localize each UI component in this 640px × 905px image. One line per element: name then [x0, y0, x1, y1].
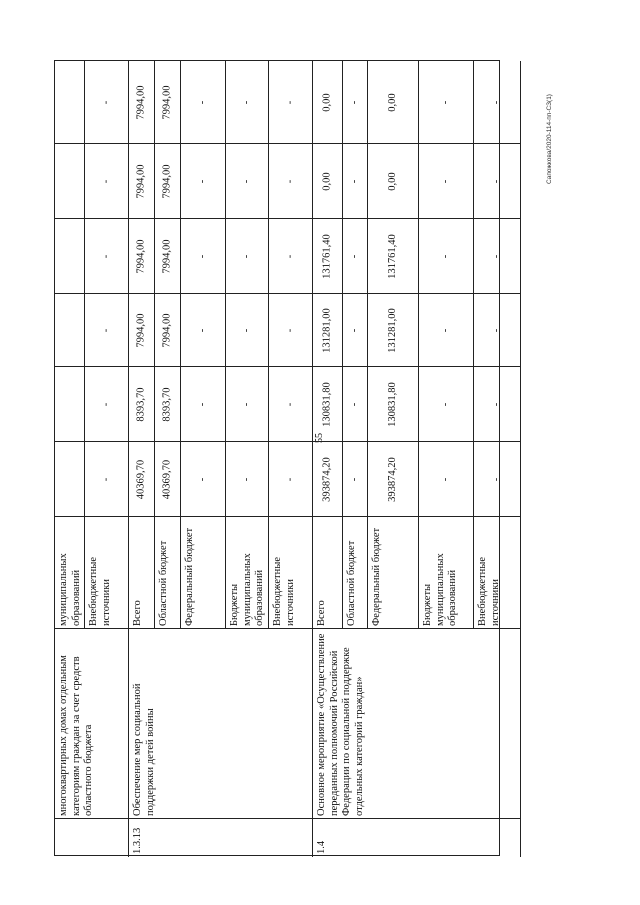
- budget-value: -: [440, 100, 451, 105]
- value-cell: [368, 367, 419, 442]
- budget-value: -: [349, 477, 360, 482]
- value-cell: [343, 219, 368, 294]
- value-cell: [155, 367, 181, 442]
- budget-value: 131761,40: [321, 234, 333, 279]
- value-cell: [129, 61, 155, 144]
- budget-value: 0,00: [321, 93, 333, 112]
- value-cell: [129, 144, 155, 219]
- measure-name-cell: [313, 629, 521, 819]
- value-cell: [343, 294, 368, 367]
- budget-value: -: [284, 100, 296, 105]
- value-cell: [85, 367, 129, 442]
- measure-code: 1.3.13: [132, 827, 143, 854]
- value-cell: [368, 61, 419, 144]
- measure-name-cell: [55, 629, 129, 819]
- budget-value: -: [440, 179, 451, 184]
- value-cell: [181, 442, 226, 517]
- budget-value: -: [241, 179, 252, 184]
- budget-value: 40369,70: [135, 459, 147, 500]
- budget-value: -: [241, 328, 252, 333]
- value-cell: [269, 61, 313, 144]
- budget-value: 0,00: [387, 93, 398, 112]
- funding-source: Внебюджетные источники: [477, 557, 501, 626]
- value-cell: [55, 219, 85, 294]
- budget-value: -: [491, 254, 502, 259]
- value-cell: [343, 144, 368, 219]
- value-cell: [419, 442, 474, 517]
- funding-source-cell: [226, 517, 269, 629]
- funding-source: Бюджеты муниципальных образований: [422, 553, 458, 626]
- budget-value: 131281,00: [387, 308, 398, 353]
- budget-value: 131761,40: [387, 234, 398, 279]
- funding-source: Областной бюджет: [346, 540, 357, 626]
- measure-name: Основное мероприятие «Осуществление переданных полномочий Российской Федерации по социальной поддержке отдельных категорий граждан»: [316, 633, 365, 816]
- value-cell: [269, 294, 313, 367]
- funding-source: муниципальных образований: [58, 553, 82, 626]
- budget-value: -: [491, 100, 502, 105]
- value-cell: [474, 294, 521, 367]
- budget-value: -: [241, 254, 252, 259]
- value-cell: [313, 219, 343, 294]
- value-cell: [129, 367, 155, 442]
- budget-value: -: [349, 402, 360, 407]
- value-cell: [419, 367, 474, 442]
- budget-value: -: [197, 328, 208, 333]
- value-cell: [343, 61, 368, 144]
- budget-value: 393874,20: [387, 457, 398, 502]
- value-cell: [85, 294, 129, 367]
- budget-value: -: [241, 402, 252, 407]
- budget-value: -: [440, 402, 451, 407]
- budget-value: -: [491, 328, 502, 333]
- value-cell: [368, 294, 419, 367]
- budget-value: 131281,00: [321, 308, 333, 353]
- value-cell: [85, 61, 129, 144]
- budget-value: -: [197, 254, 208, 259]
- budget-value: -: [349, 100, 360, 105]
- value-cell: [368, 219, 419, 294]
- budget-value: -: [440, 254, 451, 259]
- budget-value: -: [197, 477, 208, 482]
- funding-source: Бюджеты муниципальных образований: [229, 553, 265, 626]
- funding-source-cell: [313, 517, 343, 629]
- value-cell: [474, 367, 521, 442]
- budget-value: 8393,70: [161, 387, 173, 422]
- value-cell: [129, 442, 155, 517]
- value-cell: [226, 219, 269, 294]
- value-cell: [419, 61, 474, 144]
- value-cell: [226, 367, 269, 442]
- value-cell: [181, 61, 226, 144]
- page-number: 55: [314, 433, 325, 443]
- budget-value: 7994,00: [161, 239, 173, 274]
- budget-value: 7994,00: [161, 313, 173, 348]
- budget-value: -: [197, 100, 208, 105]
- value-cell: [368, 442, 419, 517]
- document-code: Сапожкова/2020-114-пп-СЗ(1): [546, 94, 553, 184]
- value-cell: [269, 144, 313, 219]
- value-cell: [55, 61, 85, 144]
- value-cell: [343, 367, 368, 442]
- value-cell: [474, 219, 521, 294]
- budget-value: -: [491, 477, 502, 482]
- value-cell: [269, 442, 313, 517]
- measure-name: многоквартирных домах отдельным категориям граждан за счет средств областного бюджета: [58, 655, 94, 816]
- measure-code: 1.4: [316, 840, 327, 854]
- value-cell: [181, 219, 226, 294]
- value-cell: [155, 144, 181, 219]
- budget-value: -: [241, 477, 252, 482]
- budget-value: -: [440, 328, 451, 333]
- value-cell: [313, 294, 343, 367]
- funding-source-cell: [269, 517, 313, 629]
- budget-value: -: [491, 402, 502, 407]
- budget-value: -: [241, 100, 252, 105]
- budget-value: 40369,70: [161, 459, 173, 500]
- budget-value: 8393,70: [135, 387, 147, 422]
- budget-value: -: [197, 402, 208, 407]
- funding-source: Федеральный бюджет: [184, 527, 195, 626]
- value-cell: [419, 144, 474, 219]
- value-cell: [226, 442, 269, 517]
- measure-code-cell: [129, 819, 313, 857]
- funding-source-cell: [419, 517, 474, 629]
- budget-value: 130831,80: [387, 382, 398, 427]
- value-cell: [474, 442, 521, 517]
- budget-value: 7994,00: [161, 164, 173, 199]
- value-cell: [269, 219, 313, 294]
- funding-source-cell: [155, 517, 181, 629]
- value-cell: [85, 219, 129, 294]
- value-cell: [155, 219, 181, 294]
- value-cell: [181, 144, 226, 219]
- value-cell: [181, 294, 226, 367]
- value-cell: [226, 61, 269, 144]
- budget-value: -: [100, 100, 112, 105]
- value-cell: [55, 144, 85, 219]
- budget-value: -: [100, 254, 112, 259]
- budget-value: -: [440, 477, 451, 482]
- value-cell: [129, 294, 155, 367]
- value-cell: [419, 294, 474, 367]
- value-cell: [155, 61, 181, 144]
- value-cell: [313, 367, 343, 442]
- budget-value: 393874,20: [321, 457, 333, 502]
- value-cell: [85, 144, 129, 219]
- value-cell: [419, 219, 474, 294]
- measure-code-cell: [313, 819, 521, 857]
- budget-value: -: [100, 477, 112, 482]
- budget-value: -: [284, 179, 296, 184]
- value-cell: [313, 144, 343, 219]
- budget-value: 7994,00: [135, 164, 147, 199]
- value-cell: [155, 442, 181, 517]
- value-cell: [55, 367, 85, 442]
- funding-source-cell: [368, 517, 419, 629]
- value-cell: [55, 442, 85, 517]
- value-cell: [269, 367, 313, 442]
- value-cell: [474, 144, 521, 219]
- value-cell: [313, 61, 343, 144]
- budget-value: -: [100, 402, 112, 407]
- funding-source: Всего: [316, 600, 327, 626]
- value-cell: [226, 294, 269, 367]
- budget-value: 7994,00: [135, 85, 147, 120]
- budget-value: -: [197, 179, 208, 184]
- funding-source: Внебюджетные источники: [272, 557, 296, 626]
- measure-name-cell: [129, 629, 313, 819]
- budget-value: -: [491, 179, 502, 184]
- value-cell: [155, 294, 181, 367]
- funding-source-cell: [55, 517, 85, 629]
- budget-value: 7994,00: [135, 313, 147, 348]
- measure-code-cell: [55, 819, 129, 857]
- funding-source: Областной бюджет: [158, 540, 169, 626]
- value-cell: [55, 294, 85, 367]
- budget-value: 130831,80: [321, 382, 333, 427]
- funding-source: Федеральный бюджет: [371, 527, 382, 626]
- value-cell: [474, 61, 521, 144]
- funding-source-cell: [129, 517, 155, 629]
- budget-value: 7994,00: [135, 239, 147, 274]
- value-cell: [343, 442, 368, 517]
- funding-source-cell: [343, 517, 368, 629]
- funding-source-cell: [474, 517, 521, 629]
- budget-value: -: [349, 254, 360, 259]
- budget-value: -: [284, 328, 296, 333]
- budget-value: -: [284, 477, 296, 482]
- funding-source: Всего: [132, 600, 143, 626]
- value-cell: [368, 144, 419, 219]
- measure-name: Обеспечение мер социальной поддержки детей войны: [132, 683, 156, 816]
- value-cell: [226, 144, 269, 219]
- budget-table: [54, 60, 500, 856]
- budget-value: -: [100, 328, 112, 333]
- budget-value: -: [284, 402, 296, 407]
- funding-source-cell: [181, 517, 226, 629]
- value-cell: [129, 219, 155, 294]
- budget-value: 0,00: [387, 172, 398, 191]
- funding-source-cell: [85, 517, 129, 629]
- funding-source: Внебюджетные источники: [88, 557, 112, 626]
- value-cell: [85, 442, 129, 517]
- budget-value: -: [349, 328, 360, 333]
- budget-value: 7994,00: [161, 85, 173, 120]
- value-cell: [313, 442, 343, 517]
- budget-value: -: [100, 179, 112, 184]
- budget-value: 0,00: [321, 172, 333, 191]
- value-cell: [181, 367, 226, 442]
- budget-value: -: [284, 254, 296, 259]
- budget-value: -: [349, 179, 360, 184]
